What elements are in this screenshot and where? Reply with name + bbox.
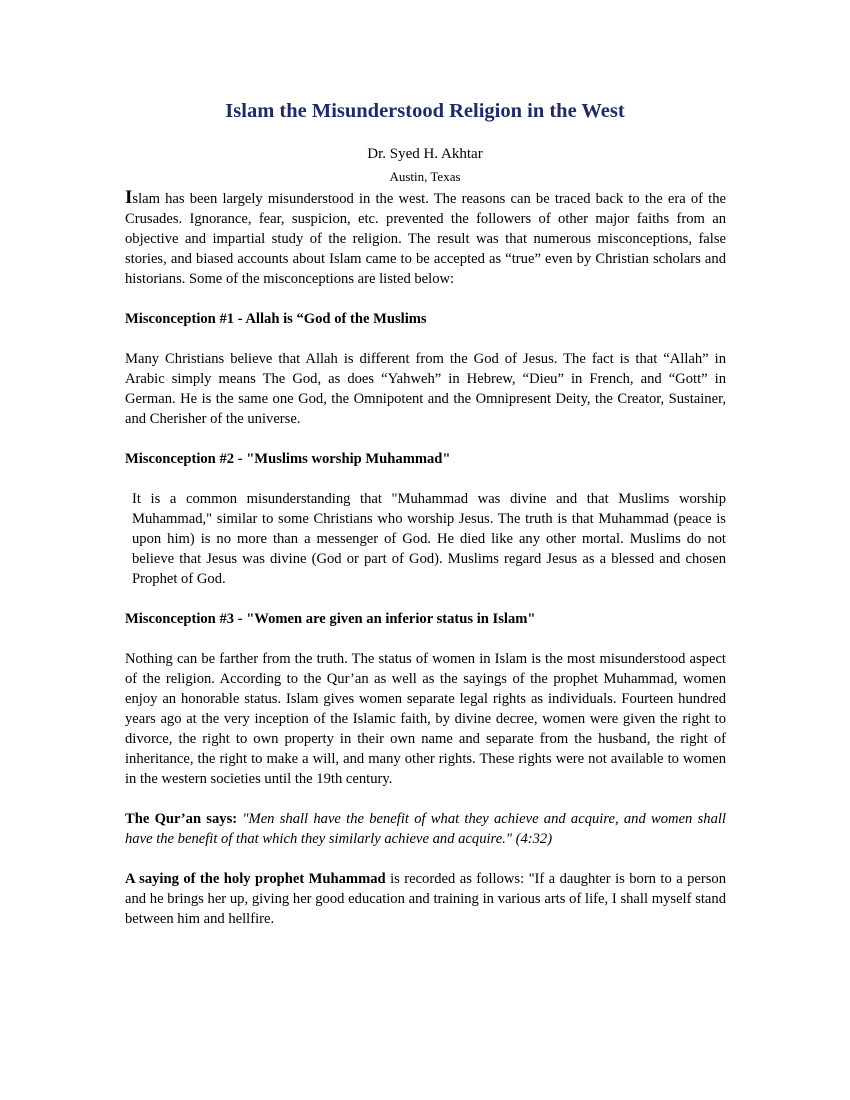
misconception-2-heading: Misconception #2 - "Muslims worship Muhammad"	[125, 451, 451, 467]
misconception-1-text: Many Christians believe that Allah is different from the God of Jesus. The fact is that “Allah” in Arabic simply means The God, as does “Yahweh” in Hebrew, “Dieu” in French, and “Gott” in German. He is the same one God, the Omnipotent and the Omnipresent Deity, the Creator, Sustainer, and Cherisher of the universe.	[125, 351, 726, 427]
intro-text: slam has been largely misunderstood in the west. The reasons can be traced back to the era of the Crusades. Ignorance, fear, suspicion, etc. prevented the followers of other major faiths from an objective and impartial study of the religion. The result was that numerous misconceptions, false stories, and biased accounts about Islam came to be accepted as “true” even by Christian scholars and historians. Some of the misconceptions are listed below:	[125, 191, 726, 287]
misconception-2-text: It is a common misunderstanding that "Muhammad was divine and that Muslims worship Muhammad," similar to some Christians who worship Jesus. The truth is that Muhammad (peace is upon him) is no more than a messenger of God. He died like any other mortal. Muslims do not believe that Jesus was divine (God or part of God). Muslims regard Jesus as a blessed and chosen Prophet of God.	[132, 491, 726, 587]
misconception-1-heading: Misconception #1 - Allah is “God of the Muslims	[125, 311, 427, 327]
drop-cap: I	[125, 187, 133, 208]
prophet-saying-text: is recorded as follows: "If a daughter is born to a person and he brings her up, giving her good education and training in various arts of life, I shall myself stand between him and hellfire.	[125, 871, 727, 927]
quran-quote-paragraph: The Qur’an says: "Men shall have the benefit of what they achieve and acquire, and women shall have the benefit of that which they similarly achieve and acquire." (4:32)	[125, 811, 726, 847]
prophet-saying-lead: A saying of the holy prophet Muhammad	[125, 871, 386, 887]
document-title: Islam the Misunderstood Religion in the West	[225, 100, 625, 122]
quran-quote-lead: The Qur’an says	[125, 811, 233, 827]
misconception-3-text: Nothing can be farther from the truth. The status of women in Islam is the most misunderstood aspect of the religion. According to the Qur’an as well as the sayings of the prophet Muhammad, women enjoy an honorable status. Islam gives women separate legal rights as individuals. Fourteen hundred years ago at the very inception of the Islamic faith, by divine decree, women were given the right to divorce, the right to own property in their own name and separate from the husband, the right of inheritance, the right to make a will, and many other rights. These rights were not available to women in the western societies until the 19th century.	[125, 651, 726, 787]
author-name: Dr. Syed H. Akhtar	[367, 146, 483, 162]
misconception-3-heading: Misconception #3 - "Women are given an inferior status in Islam"	[125, 611, 536, 627]
prophet-saying-paragraph	[125, 869, 726, 929]
quran-quote-text: "Men shall have the benefit of what they achieve and acquire, and women shall have the benefit of that which they similarly achieve and acquire." (4:32)	[125, 811, 726, 847]
document-body	[125, 188, 726, 949]
author-location: Austin, Texas	[389, 169, 461, 184]
intro-paragraph	[125, 188, 726, 289]
